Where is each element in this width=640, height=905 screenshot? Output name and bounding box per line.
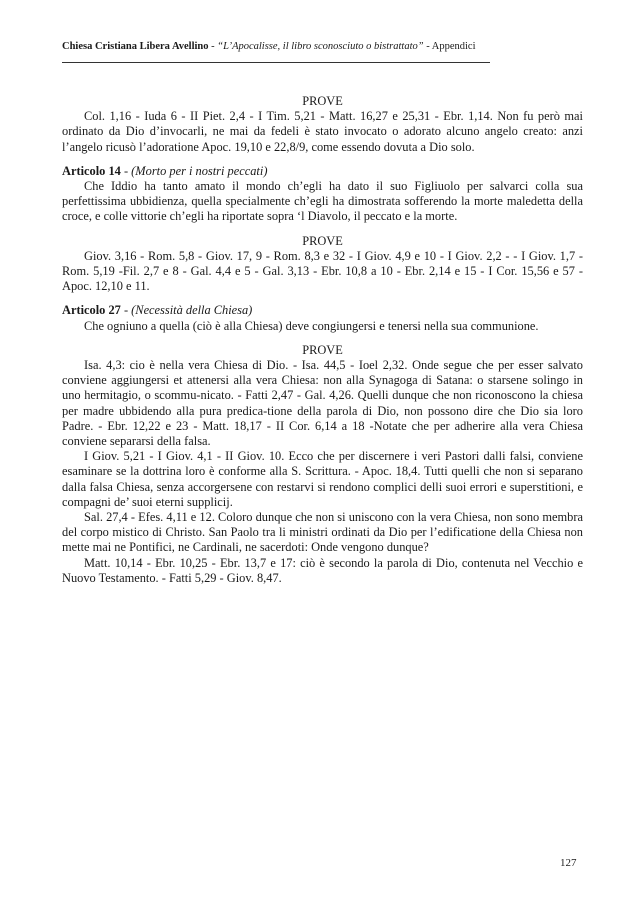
spacer <box>62 334 583 343</box>
paragraph: Giov. 3,16 - Rom. 5,8 - Giov. 17, 9 - Rom. 8,3 e 32 - I Giov. 4,9 e 10 - I Giov. 2,2 - - I Giov. 1,7 - Rom. 5,19 -Fil. 2,7 e 8 - Gal. 4,4 e 5 - Gal. 3,13 - Ebr. 10,8 a 10 - Ebr. 2,14 e 15 - I Cor. 15,56 e 57 - Apoc. 12,10 e 11. <box>62 248 583 294</box>
paragraph: Isa. 4,3: cio è nella vera Chiesa di Dio. - Isa. 44,5 - Ioel 2,32. Onde segue che per esser salvato conviene aggiungersi et attenersi alla vera Chiesa: non alla Synagoga di Satana: o starsene solingo in uno hermitagio, o scommu-nicato. - Fatti 2,47 - Gal. 4,26. Quelli dunque che non riconoscono la chiesa per madre ubbidendo alla pura predica-tione della parola di Dio, non possono dire che Dio sia loro Padre. - Ebr. 12,22 e 23 - Matt. 18,17 - II Cor. 6,14 a 18 -Notate che per adherire alla vera Chiesa conviene separarsi della falsa. <box>62 358 583 449</box>
prove-heading: PROVE <box>302 94 343 108</box>
article-label: Articolo 27 <box>62 303 121 318</box>
header-book-title: “L’Apocalisse, il libro sconosciuto o bistrattato” <box>217 41 424 52</box>
paragraph: Matt. 10,14 - Ebr. 10,25 - Ebr. 13,7 e 17: ciò è secondo la parola di Dio, contenuta nel Vecchio e Nuovo Testamento. - Fatti 5,29 - Giov. 8,47. <box>62 555 583 585</box>
paragraph: Col. 1,16 - Iuda 6 - II Piet. 2,4 - I Tim. 5,21 - Matt. 16,27 e 25,31 - Ebr. 1,14. Non fu però mai ordinato da Dio d’invocarli, ne mai da fedeli è stato invocato o adorato alcuno angelo creato: anzi l’angelo ricusò l’adoratione Apoc. 19,10 e 22,8/9, come essendo dovuta a Dio solo. <box>62 109 583 154</box>
paragraph: Che ogniuno a quella (ciò è alla Chiesa) deve congiungersi e tenersi nella sua communione. <box>84 318 539 333</box>
header-org: Chiesa Cristiana Libera Avellino <box>62 41 209 52</box>
article-separator: - <box>120 303 132 318</box>
spacer <box>62 225 583 234</box>
running-header <box>62 41 582 52</box>
article-label: Articolo 14 <box>62 163 121 178</box>
page-number: 127 <box>560 857 577 869</box>
prove-heading: PROVE <box>302 342 343 357</box>
article-separator: - <box>120 163 132 178</box>
header-rule <box>62 62 490 63</box>
paragraph: Sal. 27,4 - Efes. 4,11 e 12. Coloro dunque che non si uniscono con la vera Chiesa, non sono membra del corpo mistico di Christo. San Paolo tra li ministri ordinati da Dio per l’edificatione della Chiesa non mette mai ne Pontifici, ne Cardinali, ne sacerdoti: Onde vengono dunque? <box>62 510 583 555</box>
header-section: - Appendici <box>423 41 476 52</box>
article-subtitle: (Necessità della Chiesa) <box>131 303 253 318</box>
header-separator: - <box>208 41 218 52</box>
spacer <box>62 294 583 303</box>
page-body <box>62 94 583 586</box>
article-27-title <box>62 303 583 318</box>
spacer <box>62 155 583 164</box>
paragraph: Che Iddio ha tanto amato il mondo ch’egli ha dato il suo Figliuolo per salvarci colla sua perfettissima ubbidienza, quella specialmente ch’egli ha dimostrata sofferendo la morte maledetta della croce, e colle vittorie ch’egli ha riportate sopra ‘l Diavolo, il peccato e la morte. <box>62 179 583 224</box>
paragraph: I Giov. 5,21 - I Giov. 4,1 - II Giov. 10. Ecco che per discernere i veri Pastori dalli falsi, conviene esaminare se la dottrina loro è conforme alla S. Scrittura. - Apoc. 18,4. Tutti quelli che non si separano dalla falsa Chiesa, senza accorgersene con restarvi si rendono complici delli suoi errori e superstitioni, e compagni de’ suoi eterni supplicij. <box>62 449 583 509</box>
article-14-title <box>62 164 583 179</box>
article-subtitle: (Morto per i nostri peccati) <box>131 163 268 178</box>
prove-heading: PROVE <box>302 233 343 248</box>
